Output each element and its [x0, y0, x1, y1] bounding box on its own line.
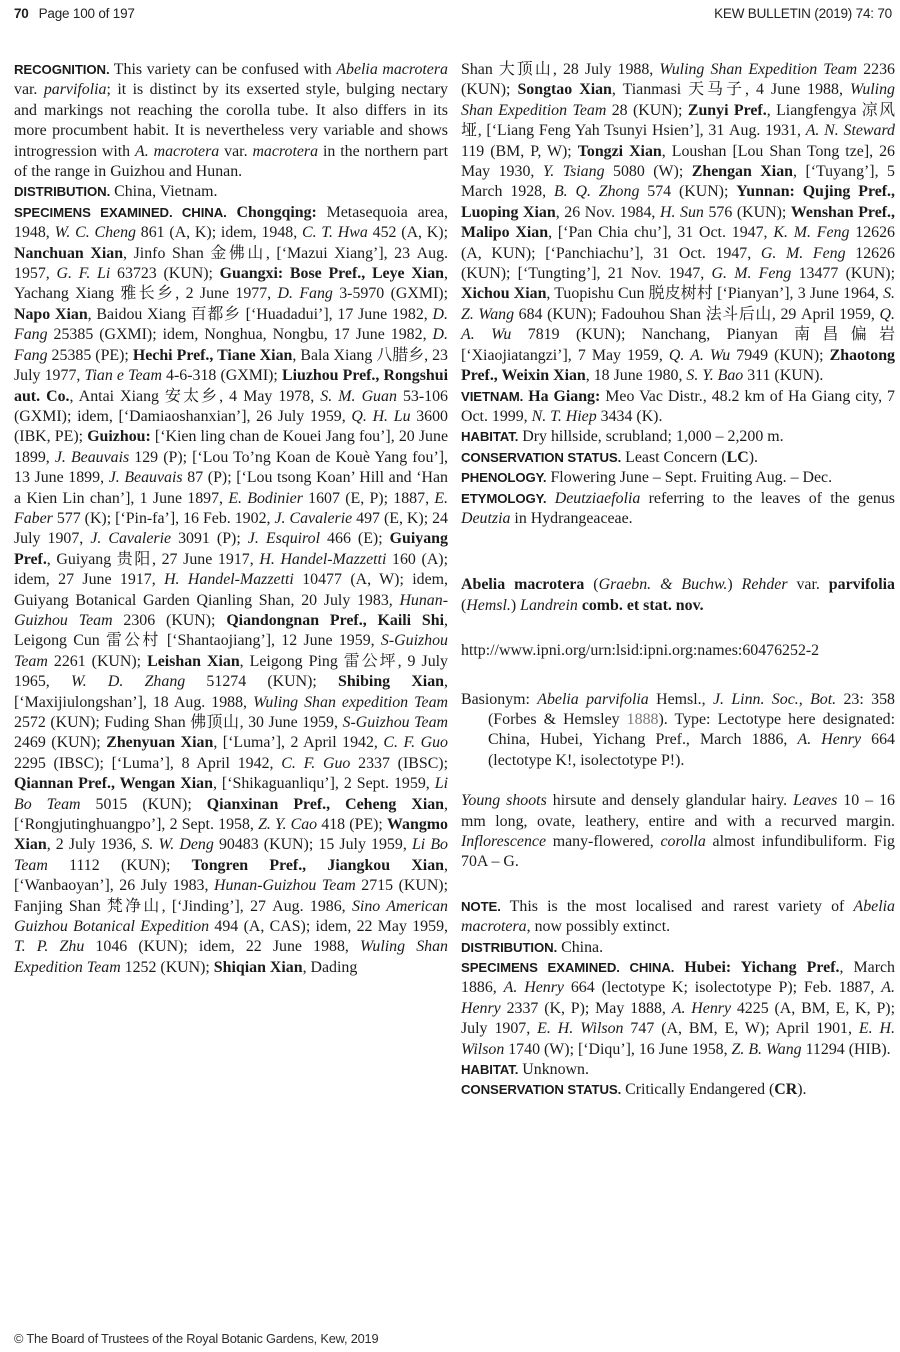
text-run: G. M. Feng [711, 265, 792, 283]
text-run: 2295 (IBSC); [‘Luma’], 8 April 1942, [14, 754, 282, 772]
distribution-paragraph-2 [461, 938, 895, 958]
text-run: Hunan-Guizhou Team [14, 591, 448, 629]
recognition-paragraph [14, 60, 448, 182]
text-run: Guiyang Pref. [14, 530, 448, 568]
text-run: var. [14, 81, 44, 99]
text-run: ETYMOLOGY. [461, 490, 547, 506]
text-run: Wuling Shan expedition Team [253, 693, 448, 711]
text-run: , [‘Shikaguanliqu’], 2 Sept. 1959, [212, 775, 435, 793]
text-run: Meo Vac Distr., 48.2 km of Ha Giang city, 7 Oct. 1999, [461, 387, 895, 425]
text-run: A. Henry [671, 999, 732, 1017]
text-run: Abelia parvifolia [537, 690, 649, 708]
text-run: H. Handel-Mazzetti [259, 550, 387, 568]
text-run: DISTRIBUTION. [461, 939, 558, 955]
text-run: , 2 July 1936, [46, 836, 142, 854]
vietnam-paragraph [461, 387, 895, 428]
copyright-footer: © The Board of Trustees of the Royal Botanic Gardens, Kew, 2019 [14, 1331, 379, 1346]
text-run: 10477 (A, W); idem, Guiyang Botanical Garden Qianling Shan, 20 July 1983, [14, 571, 448, 609]
text-run: A. Henry [461, 979, 895, 1017]
text-run: , Jinfo Shan 金佛山, [‘Mazui Xiang’], 23 Aug. 1957, [14, 244, 448, 283]
text-run: Z. Y. Cao [258, 816, 318, 834]
text-run: LC [726, 448, 749, 466]
text-run: Napo Xian [14, 305, 88, 323]
text-run: 12626 (A, KUN); [‘Panchiachu’], 31 Oct. 1947, [461, 224, 895, 262]
text-run: Wenshan Pref., Malipo Xian [461, 203, 895, 242]
text-run [227, 204, 237, 221]
text-run: E. H. Wilson [461, 1020, 895, 1058]
left-column [14, 60, 448, 1101]
text-run: 7819 (KUN); Nanchang, Pianyan 南昌偏岩 [‘Xiaojiatangzi’], 7 May 1959, [461, 326, 895, 364]
text-run: 747 (A, BM, E, W); April 1901, [623, 1020, 859, 1038]
text-run: Li Bo Team [14, 775, 448, 813]
text-run: This variety can be confused with [109, 61, 337, 78]
text-run: PHENOLOGY. [461, 470, 547, 486]
text-run: [‘Kien ling chan de Kouei Jang fou’], 20 June 1899, [14, 428, 448, 466]
text-run: China. [557, 938, 604, 956]
text-run: 1607 (E, P); 1887, [302, 489, 435, 507]
text-run: Young shoots [461, 792, 547, 810]
text-run: S-Guizhou Team [14, 632, 448, 670]
note-paragraph [461, 897, 895, 938]
running-head [14, 6, 892, 21]
text-run: , now possibly extinct. [526, 918, 671, 936]
text-run: 418 (PE); [317, 816, 388, 834]
text-run: hirsute and densely glandular hairy. [546, 792, 794, 810]
text-run: Landrein [520, 596, 578, 614]
habitat-paragraph [461, 427, 895, 447]
text-run: CR [774, 1081, 798, 1099]
right-column [461, 60, 895, 1101]
text-run: A. Henry [797, 731, 862, 749]
specimens-examined-paragraph [14, 203, 448, 978]
text-run: , Tianmasi 天马子, 4 June 1988, [611, 81, 850, 99]
text-run: E. Bodinier [228, 489, 303, 507]
text-run: Abelia macrotera [461, 897, 895, 936]
etymology-paragraph [461, 489, 895, 530]
text-run: many-flowered, [546, 833, 661, 850]
text-run: 53-106 (GXMI); idem, [‘Damiaoshanxian’], 26 July 1959, [14, 387, 449, 425]
text-run: S. Y. Bao [686, 367, 744, 385]
text-run: in the northern part of the range in Guizhou and Hunan. [14, 142, 449, 181]
text-run: Guangxi: Bose Pref., Leye Xian [219, 265, 444, 283]
text-run: VIETNAM. [461, 388, 524, 404]
text-run: 2715 (KUN); Fanjing Shan 梵净山, [‘Jinding’], 27 Aug. 1986, [14, 877, 448, 915]
text-run: J. Cavalerie [274, 509, 353, 527]
text-run: T. P. Zhu [14, 938, 85, 956]
text-run: C. T. Hwa [302, 224, 368, 242]
text-run: Rehder [741, 576, 788, 594]
text-run: Xichou Xian [461, 285, 547, 303]
text-run: 311 (KUN). [743, 367, 824, 385]
text-run: Q. A. Wu [668, 346, 731, 364]
text-run: parvifolia [828, 576, 896, 594]
text-run: 5080 (W); [604, 163, 692, 181]
text-run: Hechi Pref., Tiane Xian [132, 346, 293, 364]
text-run: 1252 (KUN); [120, 958, 214, 976]
text-run: HABITAT. [461, 429, 519, 445]
text-run: RECOGNITION. [14, 62, 110, 77]
text-run: S. M. Guan [320, 387, 397, 405]
specimens-continuation-paragraph [461, 60, 895, 387]
text-run: Leaves [793, 792, 838, 810]
text-run: Songtao Xian [517, 81, 612, 99]
text-run: J. Esquirol [247, 530, 321, 548]
text-run: Unknown. [518, 1061, 589, 1079]
text-run: Zhaotong Pref., Weixin Xian [461, 346, 896, 385]
text-run: S-Guizhou Team [342, 714, 448, 731]
text-run: 11294 (HIB). [801, 1040, 891, 1058]
text-run: , Bala Xiang 八腊乡, 23 July 1977, [14, 346, 449, 385]
text-run: , [‘Maxijiulongshan’], 18 Aug. 1988, [14, 673, 448, 711]
text-run: almost infundibuliform. Fig 70A – G. [461, 833, 895, 871]
text-run: 25385 (PE); [47, 346, 133, 364]
text-run: N. T. Hiep [531, 407, 597, 425]
text-run: H. Handel-Mazzetti [164, 571, 294, 589]
text-run: S. W. Deng [141, 836, 214, 854]
text-run [674, 959, 684, 976]
text-run: SPECIMENS EXAMINED. CHINA. [14, 204, 227, 220]
specimens-examined-paragraph-2 [461, 958, 895, 1060]
text-run: CONSERVATION STATUS. [461, 1082, 622, 1098]
text-run: 1888 [626, 710, 659, 728]
text-run: Shibing Xian [338, 673, 445, 691]
text-run: SPECIMENS EXAMINED. CHINA. [461, 960, 675, 976]
text-run: Metasequoia area, 1948, [14, 203, 448, 242]
text-run: ; it is distinct by its exserted style, bulging nectary and markings not reaching the corolla tube. It also differs in its more procumbent habit. It is nevertheless very variable and shows introgression with [14, 81, 449, 160]
journal-reference: KEW BULLETIN (2019) 74: 70 [714, 6, 892, 21]
text-run: , Dading [302, 958, 358, 976]
text-run: C. F. Guo [281, 754, 351, 772]
text-run: J. Beauvais [108, 469, 183, 487]
text-run: 576 (KUN); [703, 203, 791, 221]
text-run: G. F. Li [56, 265, 111, 283]
text-run: var. [219, 142, 253, 160]
text-run: ). [797, 1081, 807, 1099]
text-run: Z. B. Wang [731, 1040, 802, 1058]
text-run: Qiandongnan Pref., Kaili Shi [226, 611, 445, 629]
text-run: Hunan-Guizhou Team [213, 877, 356, 895]
text-run: A. N. Steward [805, 122, 895, 140]
text-run: corolla [660, 833, 706, 850]
running-head-left [14, 6, 135, 21]
text-run: 119 (BM, P, W); [461, 142, 578, 160]
conservation-status-paragraph-2 [461, 1080, 895, 1100]
text-run: ) [510, 596, 521, 614]
text-run: Ha Giang: [528, 387, 601, 405]
text-run: 861 (A, K); idem, 1948, [135, 224, 303, 242]
text-run: 3091 (P); [171, 530, 248, 548]
text-run: in Hydrangeaceae. [510, 509, 633, 527]
article-number: 70 [14, 6, 29, 21]
text-run: , [‘Tuyang’], 5 March 1928, [461, 163, 895, 201]
text-run: http://www.ipni.org/urn:lsid:ipni.org:names:60476252-2 [461, 642, 820, 660]
text-run: ). Type: Lectotype here designated: China, Hubei, Yichang Pref., March 1886, [488, 710, 895, 749]
conservation-status-paragraph [461, 448, 895, 468]
text-run: Y. Tsiang [542, 163, 605, 181]
text-run: Flowering June – Sept. Fruiting Aug. – Dec. [546, 469, 833, 487]
text-run: 10 – 16 mm long, ovate, leathery, entire and with a recurved margin. [461, 792, 895, 830]
text-run: , [‘Pan Chia chu’], 31 Oct. 1947, [548, 224, 774, 242]
text-run: var. [787, 576, 829, 594]
text-run: 63723 (KUN); [110, 265, 220, 283]
text-run: 3600 (IBK, PE); [14, 407, 449, 446]
text-run: Wuling Shan Expedition Team [14, 938, 448, 976]
basionym-paragraph [461, 690, 895, 772]
text-run: D. Fang [277, 285, 333, 303]
text-run: HABITAT. [461, 1062, 519, 1078]
text-run: Sino American Guizhou Botanical Expedition [14, 897, 448, 936]
text-run: Zhengan Xian [691, 163, 793, 181]
text-run: Qiannan Pref., Wengan Xian [14, 775, 213, 793]
text-run: D. Fang [14, 326, 448, 364]
text-run: , [‘Rongjutinghuangpo’], 2 Sept. 1958, [14, 795, 449, 834]
text-run: Graebn. & Buchw. [598, 576, 728, 594]
text-run: Wangmo Xian [14, 816, 448, 854]
text-run: 577 (K); [‘Pin-fa’], 16 Feb. 1902, [52, 509, 275, 527]
text-run: 494 (A, CAS); idem, 22 May 1959, [209, 918, 448, 936]
text-run: Critically Endangered ( [621, 1081, 775, 1099]
text-run: Deutziaefolia [554, 489, 641, 507]
text-run: ( [461, 596, 467, 614]
text-run: 2469 (KUN); [14, 734, 107, 752]
text-run: ( [584, 576, 599, 594]
text-run: 466 (E); [320, 530, 390, 548]
text-run: parvifolia [43, 81, 107, 99]
text-run: 23: 358 (Forbes & Hemsley [488, 690, 895, 728]
distribution-paragraph [14, 182, 448, 202]
text-run: Liuzhou Pref., Rongshui aut. Co. [14, 367, 448, 405]
text-run: Wuling Shan Expedition Team [461, 81, 895, 119]
text-run: , [‘Wanbaoyan’], 26 July 1983, [14, 856, 448, 895]
text-run: 2261 (KUN); [47, 652, 148, 670]
text-run: , Tuopishu Cun 脱皮树村 [‘Pianyan’], 3 June 1964, [546, 285, 884, 303]
text-run: Zhenyuan Xian [106, 734, 214, 752]
text-run: Least Concern ( [621, 448, 727, 466]
text-run: 28 (KUN); [606, 101, 688, 119]
text-run: 13477 (KUN); [791, 265, 895, 283]
text-run: 452 (A, K); [367, 224, 448, 242]
text-run: A. macrotera [135, 142, 220, 160]
text-run: 1112 (KUN); [47, 856, 192, 874]
text-run: K. M. Feng [773, 224, 850, 242]
text-run: 12626 (KUN); [‘Tungting’], 21 Nov. 1947, [461, 244, 895, 283]
text-run: J. Cavalerie [90, 530, 172, 548]
text-run: , Leigong Cun 雷公村 [‘Shantaojiang’], 12 June 1959, [14, 611, 448, 650]
text-run: Hubei: Yichang Pref. [684, 959, 840, 977]
text-run: NOTE. [461, 898, 501, 914]
text-run: comb. et stat. nov. [581, 596, 704, 614]
text-run: Dry hillside, scrubland; 1,000 – 2,200 m. [518, 428, 784, 446]
text-run: 574 (KUN); [639, 183, 737, 201]
text-run: Shan 大顶山, 28 July 1988, [461, 61, 660, 78]
text-run: E. Faber [14, 489, 449, 527]
text-run: Hemsl. [466, 596, 511, 614]
text-run: Yunnan: Qujing Pref., Luoping Xian [461, 183, 895, 221]
text-run: Qianxinan Pref., Ceheng Xian [206, 795, 445, 813]
text-run: 90483 (KUN); 15 July 1959, [213, 836, 412, 854]
article-body [14, 60, 895, 1101]
text-run: Basionym: [461, 690, 538, 708]
text-run: , Antai Xiang 安太乡, 4 May 1978, [69, 387, 321, 405]
text-run: 2572 (KUN); Fuding Shan 佛顶山, 30 June 1959, [14, 714, 343, 731]
text-run: 4-6-318 (GXMI); [161, 367, 282, 385]
text-run: ) [727, 576, 742, 594]
text-run: Tongren Pref., Jiangkou Xian [191, 856, 445, 874]
text-run: Li Bo Team [14, 836, 448, 874]
text-run: A. Henry [503, 979, 564, 997]
phenology-paragraph [461, 468, 895, 488]
text-run: D. Fang [14, 305, 448, 344]
species-heading [461, 575, 895, 616]
text-run: referring to the leaves of the genus [640, 489, 895, 507]
text-run: J. Linn. Soc., Bot. [712, 690, 837, 708]
text-run: S. Z. Wang [461, 285, 895, 323]
text-run: Wuling Shan Expedition Team [659, 61, 858, 78]
text-run: 25385 (GXMI); idem, Nonghua, Nongbu, 17 June 1982, [47, 326, 433, 344]
text-run: , Guiyang 贵阳, 27 June 1917, [46, 550, 260, 568]
text-run: Tian e Team [84, 367, 162, 385]
text-run: CONSERVATION STATUS. [461, 449, 622, 465]
text-run: Hemsl., [648, 690, 713, 708]
text-run: 7949 (KUN); [730, 346, 830, 364]
text-run: China, Vietnam. [110, 183, 218, 201]
habitat-paragraph-2 [461, 1060, 895, 1080]
text-run: B. Q. Zhong [553, 183, 640, 201]
text-run [546, 490, 554, 507]
text-run: Zunyi Pref. [687, 101, 767, 119]
text-run: Guizhou: [87, 428, 151, 446]
text-run: 160 (A); idem, 27 June 1917, [14, 550, 448, 589]
text-run: Chongqing: [236, 203, 317, 221]
ipni-link[interactable] [461, 641, 895, 661]
text-run: 2236 (KUN); [461, 61, 895, 99]
text-run: 664 (lectotype K!, isolectotype P!). [488, 731, 895, 769]
description-paragraph [461, 791, 895, 873]
text-run: ). [748, 448, 758, 466]
text-run: Q. H. Lu [351, 407, 411, 425]
text-run: 4225 (A, BM, E, K, P); July 1907, [461, 999, 895, 1038]
text-run: 2337 (K, P); May 1888, [500, 999, 672, 1017]
text-run: , 18 June 1980, [585, 367, 687, 385]
text-run: G. M. Feng [760, 244, 846, 262]
text-run: 2306 (KUN); [112, 611, 227, 629]
text-run: J. Beauvais [54, 448, 130, 466]
text-run: Q. A. Wu [461, 305, 895, 344]
text-run: , March 1886, [461, 959, 895, 997]
text-run: Deutzia [461, 509, 511, 527]
text-run: 3434 (K). [596, 407, 663, 425]
text-run: W. D. Zhang [70, 673, 186, 691]
text-run: Leishan Xian [147, 652, 240, 670]
page-info: Page 100 of 197 [38, 6, 135, 21]
text-run: Inflorescence [461, 833, 547, 850]
text-run: DISTRIBUTION. [14, 184, 111, 200]
text-run: E. H. Wilson [537, 1020, 624, 1038]
text-run: 2337 (IBSC); [350, 754, 449, 772]
text-run: , [‘Luma’], 2 April 1942, [213, 734, 384, 752]
text-run: Abelia macrotera [461, 576, 585, 594]
text-run: This is the most localised and rarest variety of [500, 897, 854, 915]
text-run: Shiqian Xian [213, 958, 303, 976]
text-run: 129 (P); [‘Lou To’ng Koan de Kouè Yang fou’], 13 June 1899, [14, 448, 449, 487]
text-run: 684 (KUN); Fadouhou Shan 法斗后山, 29 April 1959, [514, 305, 880, 323]
text-run: 87 (P); [‘Lou tsong Koan’ Hill and ‘Han a Kien Lin chan’], 1 June 1897, [14, 469, 448, 507]
text-run: H. Sun [659, 203, 704, 221]
text-run: , Yachang Xiang 雅长乡, 2 June 1977, [14, 265, 448, 303]
text-run: , Baidou Xiang 百都乡 [‘Huadadui’], 17 June 1982, [87, 305, 433, 323]
text-run: W. C. Cheng [54, 224, 136, 242]
text-run: 5015 (KUN); [80, 795, 207, 813]
text-run: 1046 (KUN); idem, 22 June 1988, [84, 938, 361, 956]
text-run: 1740 (W); [‘Diqu’], 16 June 1958, [504, 1040, 732, 1058]
text-run: C. F. Guo [383, 734, 448, 752]
text-run: macrotera [252, 142, 319, 160]
text-run: , Leigong Ping 雷公坪, 9 July 1965, [14, 652, 448, 691]
text-run: 497 (E, K); 24 July 1907, [14, 509, 448, 548]
text-run: , Loushan [Lou Shan Tong tze], 26 May 1930, [461, 142, 895, 181]
text-run: , 26 Nov. 1984, [555, 203, 660, 221]
text-run: 51274 (KUN); [185, 673, 338, 691]
text-run: Abelia macrotera [336, 61, 448, 78]
text-run: 3-5970 (GXMI); [332, 285, 448, 303]
text-run: Nanchuan Xian [14, 244, 124, 262]
text-run: 664 (lectotype K; isolectotype P); Feb. 1887, [563, 979, 882, 997]
text-run: Tongzi Xian [577, 142, 662, 160]
text-run: , Liangfengya 凉风垭, [‘Liang Feng Yah Tsunyi Hsien’], 31 Aug. 1931, [461, 101, 895, 140]
